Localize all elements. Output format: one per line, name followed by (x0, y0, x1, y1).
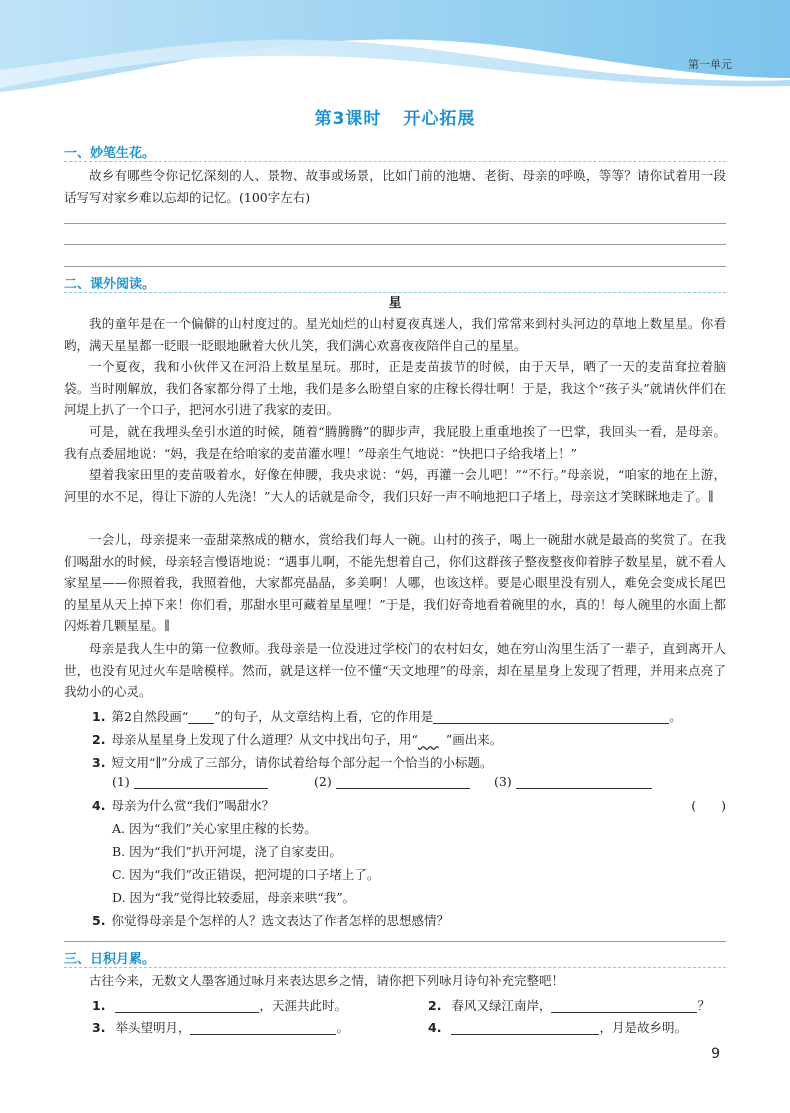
question-text: 短文用“∥”分成了三部分，请你试着给每个部分起一个恰当的小标题。 (111, 755, 493, 770)
option-b[interactable]: B. 因为“我们”扒开河堤，浇了自家麦田。 (112, 844, 342, 859)
question-number: 1. (92, 709, 106, 724)
question-1 (92, 707, 726, 727)
subtitle-label: (1) (112, 774, 130, 789)
poem-text: ，月是故乡明。 (599, 1020, 687, 1035)
subtitle-answer-2 (314, 774, 470, 789)
question-2 (92, 730, 726, 750)
poem-text: 春风又绿江南岸， (451, 998, 552, 1013)
answer-parentheses[interactable]: ( ) (691, 798, 726, 813)
answer-blank[interactable] (190, 1020, 336, 1035)
lesson-topic: 开心拓展 (403, 109, 476, 129)
header-wave-banner (0, 0, 790, 100)
answer-blank[interactable] (433, 709, 669, 724)
lesson-number: 第3课时 (314, 109, 382, 129)
option-d[interactable]: D. 因为“我”觉得比较委屈，母亲来哄“我”。 (112, 890, 356, 905)
poem-item-4 (428, 1018, 687, 1036)
answer-line[interactable] (64, 266, 726, 267)
poem-number: 3. (92, 1020, 106, 1035)
question-text: 第2自然段画“ (111, 709, 189, 724)
question-text: 母亲从星星身上发现了什么道理？从文中找出句子，用“ (111, 732, 418, 747)
section-heading-accumulation: 三、日积月累。 (64, 952, 156, 967)
poem-prompt: 古往今来，无数文人墨客通过咏月来表达思乡之情，请你把下列咏月诗句补充完整吧！ (89, 973, 565, 988)
answer-blank[interactable] (551, 998, 697, 1013)
poem-number: 4. (428, 1020, 442, 1035)
question-number: 2. (92, 732, 106, 747)
question-number: 4. (92, 798, 106, 813)
answer-blank[interactable] (451, 1020, 599, 1035)
writing-prompt: 故乡有哪些令你记忆深刻的人、景物、故事或场景，比如门前的池塘、老街、母亲的呼唤，等等？请你试着用一段话写写对家乡难以忘却的记忆。(100字左右) (64, 168, 726, 205)
answer-line[interactable] (64, 244, 726, 245)
option-c[interactable]: C. 因为“我们”改正错误，把河堤的口子堵上了。 (112, 867, 380, 882)
option-a[interactable]: A. 因为“我们”关心家里庄稼的长势。 (112, 821, 317, 836)
question-text: 母亲为什么赏“我们”喝甜水？ (111, 798, 275, 813)
page-number: 9 (711, 1046, 720, 1062)
question-text: ”画出来。 (445, 732, 503, 747)
poem-text: ，天涯共此时。 (259, 998, 347, 1013)
section-heading-writing: 一、妙笔生花。 (64, 146, 156, 161)
answer-blank[interactable] (516, 774, 652, 789)
story-paragraph-4: 望着我家田里的麦苗吸着水，好像在伸腰，我央求说：“妈，再灌一会儿吧！”“不行。”母亲说，“咱家的地在上游，河里的水不足，得让下游的人先浇！”大人的话就是命令，我们只好一声不响地把口子堵上，母亲这才笑眯眯地走了。∥ (64, 467, 726, 504)
poem-number: 2. (428, 998, 442, 1013)
poem-number: 1. (92, 998, 106, 1013)
question-4 (92, 796, 726, 816)
story-paragraph-1: 我的童年是在一个偏僻的山村度过的。星光灿烂的山村夏夜真迷人，我们常常来到村头河边的草地上数星星。你看哟，满天星星都一眨眼一眨眼地瞅着大伙儿笑，我们满心欢喜夜夜陪伴自己的星星。 (64, 316, 726, 353)
poem-text: 。 (336, 1020, 349, 1035)
underline-blank[interactable] (188, 709, 214, 724)
story-paragraph-5: 一会儿，母亲提来一壶甜菜熬成的糖水，赏给我们每人一碗。山村的孩子，喝上一碗甜水就是最高的奖赏了。在我们喝甜水的时候，母亲轻言慢语地说：“遇事儿啊，不能先想着自己，你们这群孩子整夜整夜仰着脖子数星星，就不看人家星星——你照着我，我照着他，大家都亮晶晶，多美啊！人哪，也该这样。要是心眼里没有别人，难免会变成长尾巴的星星从天上掉下来！你们看，那甜水里可藏着星星哩！”于是，我们好奇地看着碗里的水，真的！每人碗里的水面上都闪烁着几颗星星。∥ (64, 532, 726, 633)
question-text: 。 (669, 709, 682, 724)
subtitle-answer-3 (494, 774, 652, 789)
poem-item-3 (92, 1018, 349, 1036)
poem-text: 举头望明月， (115, 1020, 191, 1035)
answer-blank[interactable] (336, 774, 470, 789)
poem-text: ？ (697, 998, 710, 1013)
answer-blank[interactable] (115, 998, 259, 1013)
answer-blank[interactable] (134, 774, 268, 789)
lesson-title (0, 104, 790, 129)
story-title: 星 (388, 296, 402, 311)
unit-label: 第一单元 (688, 58, 732, 71)
poem-item-1 (92, 996, 347, 1014)
section-divider (64, 967, 726, 968)
question-3 (92, 753, 726, 773)
section-heading-reading: 二、课外阅读。 (64, 277, 156, 292)
subtitle-answer-1 (112, 774, 268, 789)
story-paragraph-3: 可是，就在我埋头垒引水道的时候，随着“腾腾腾”的脚步声，我屁股上重重地挨了一巴掌，我回头一看，是母亲。我有点委屈地说：“妈，我是在给咱家的麦苗灌水哩！”母亲生气地说：“快把口子给我堵上！” (64, 424, 726, 461)
wavy-underline-mark (418, 730, 446, 750)
question-5 (92, 911, 726, 931)
answer-line[interactable] (64, 223, 726, 224)
subtitle-label: (2) (314, 774, 332, 789)
question-text: ”的句子，从文章结构上看，它的作用是 (214, 709, 434, 724)
question-text: 你觉得母亲是个怎样的人？选文表达了作者怎样的思想感情？ (111, 913, 449, 928)
section-divider (64, 161, 726, 162)
answer-line[interactable] (64, 941, 726, 942)
story-paragraph-2: 一个夏夜，我和小伙伴又在河沿上数星星玩。那时，正是麦苗拔节的时候，由于天旱，晒了一天的麦苗耷拉着脑袋。当时刚解放，我们各家都分得了土地，我们是多么盼望自家的庄稼长得壮啊！于是，我这个“孩子头”就请伙伴们在河堤上扒了一个口子，把河水引进了我家的麦田。 (64, 359, 726, 417)
question-number: 3. (92, 755, 106, 770)
poem-item-2 (428, 996, 710, 1014)
question-number: 5. (92, 913, 106, 928)
story-paragraph-6: 母亲是我人生中的第一位教师。我母亲是一位没进过学校门的农村妇女，她在穷山沟里生活了一辈子，直到离开人世，也没有见过火车是啥模样。然而，就是这样一位不懂“天文地理”的母亲，却在星星身上发现了哲理，并用来点亮了我幼小的心灵。 (64, 641, 726, 699)
subtitle-label: (3) (494, 774, 512, 789)
